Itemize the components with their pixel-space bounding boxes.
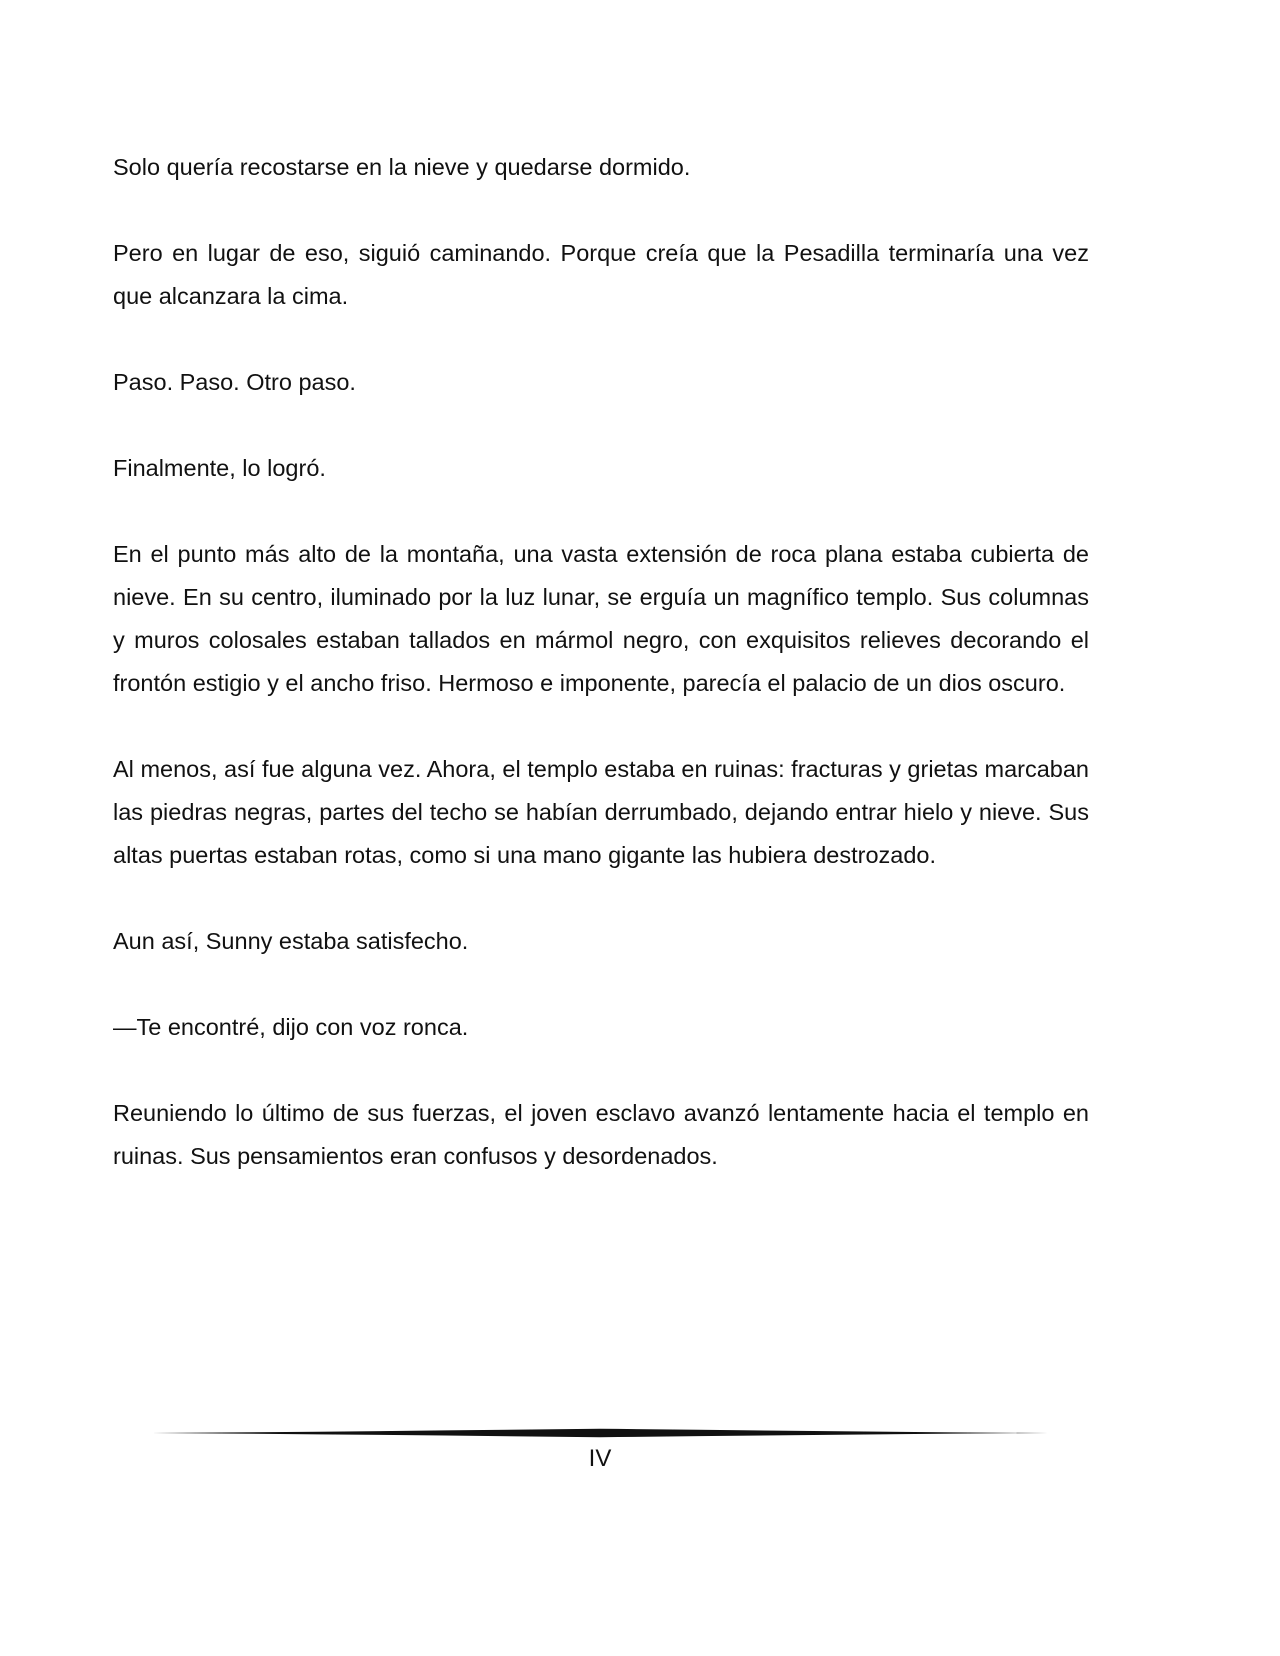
paragraph: Al menos, así fue alguna vez. Ahora, el templo estaba en ruinas: fracturas y grietas marcaban las piedras negras, partes del techo se habían derrumbado, dejando entrar hielo y nieve. Sus altas puertas estaban rotas, como si una mano gigante las hubiera destrozado.: [113, 756, 1089, 868]
paragraph: Finalmente, lo logró.: [113, 455, 326, 481]
paragraph: —Te encontré, dijo con voz ronca.: [113, 1014, 469, 1040]
paragraph: Aun así, Sunny estaba satisfecho.: [113, 928, 469, 954]
paragraph: En el punto más alto de la montaña, una vasta extensión de roca plana estaba cubierta de nieve. En su centro, iluminado por la luz lunar, se erguía un magnífico templo. Sus columnas y muros colosales estaban tallados en mármol negro, con exquisitos relieves decorando el frontón estigio y el ancho friso. Hermoso e imponente, parecía el palacio de un dios oscuro.: [113, 541, 1089, 696]
paragraph: Pero en lugar de eso, siguió caminando. Porque creía que la Pesadilla terminaría una vez que alcanzara la cima.: [113, 240, 1089, 309]
paragraph: Paso. Paso. Otro paso.: [113, 369, 356, 395]
text-body: [113, 146, 1089, 1221]
paragraph: Solo quería recostarse en la nieve y quedarse dormido.: [113, 154, 691, 180]
paragraph: Reuniendo lo último de sus fuerzas, el joven esclavo avanzó lentamente hacia el templo en ruinas. Sus pensamientos eran confusos y desordenados.: [113, 1100, 1089, 1169]
footer-ornamental-rule: [152, 1427, 1048, 1439]
page-number: IV: [588, 1445, 612, 1472]
